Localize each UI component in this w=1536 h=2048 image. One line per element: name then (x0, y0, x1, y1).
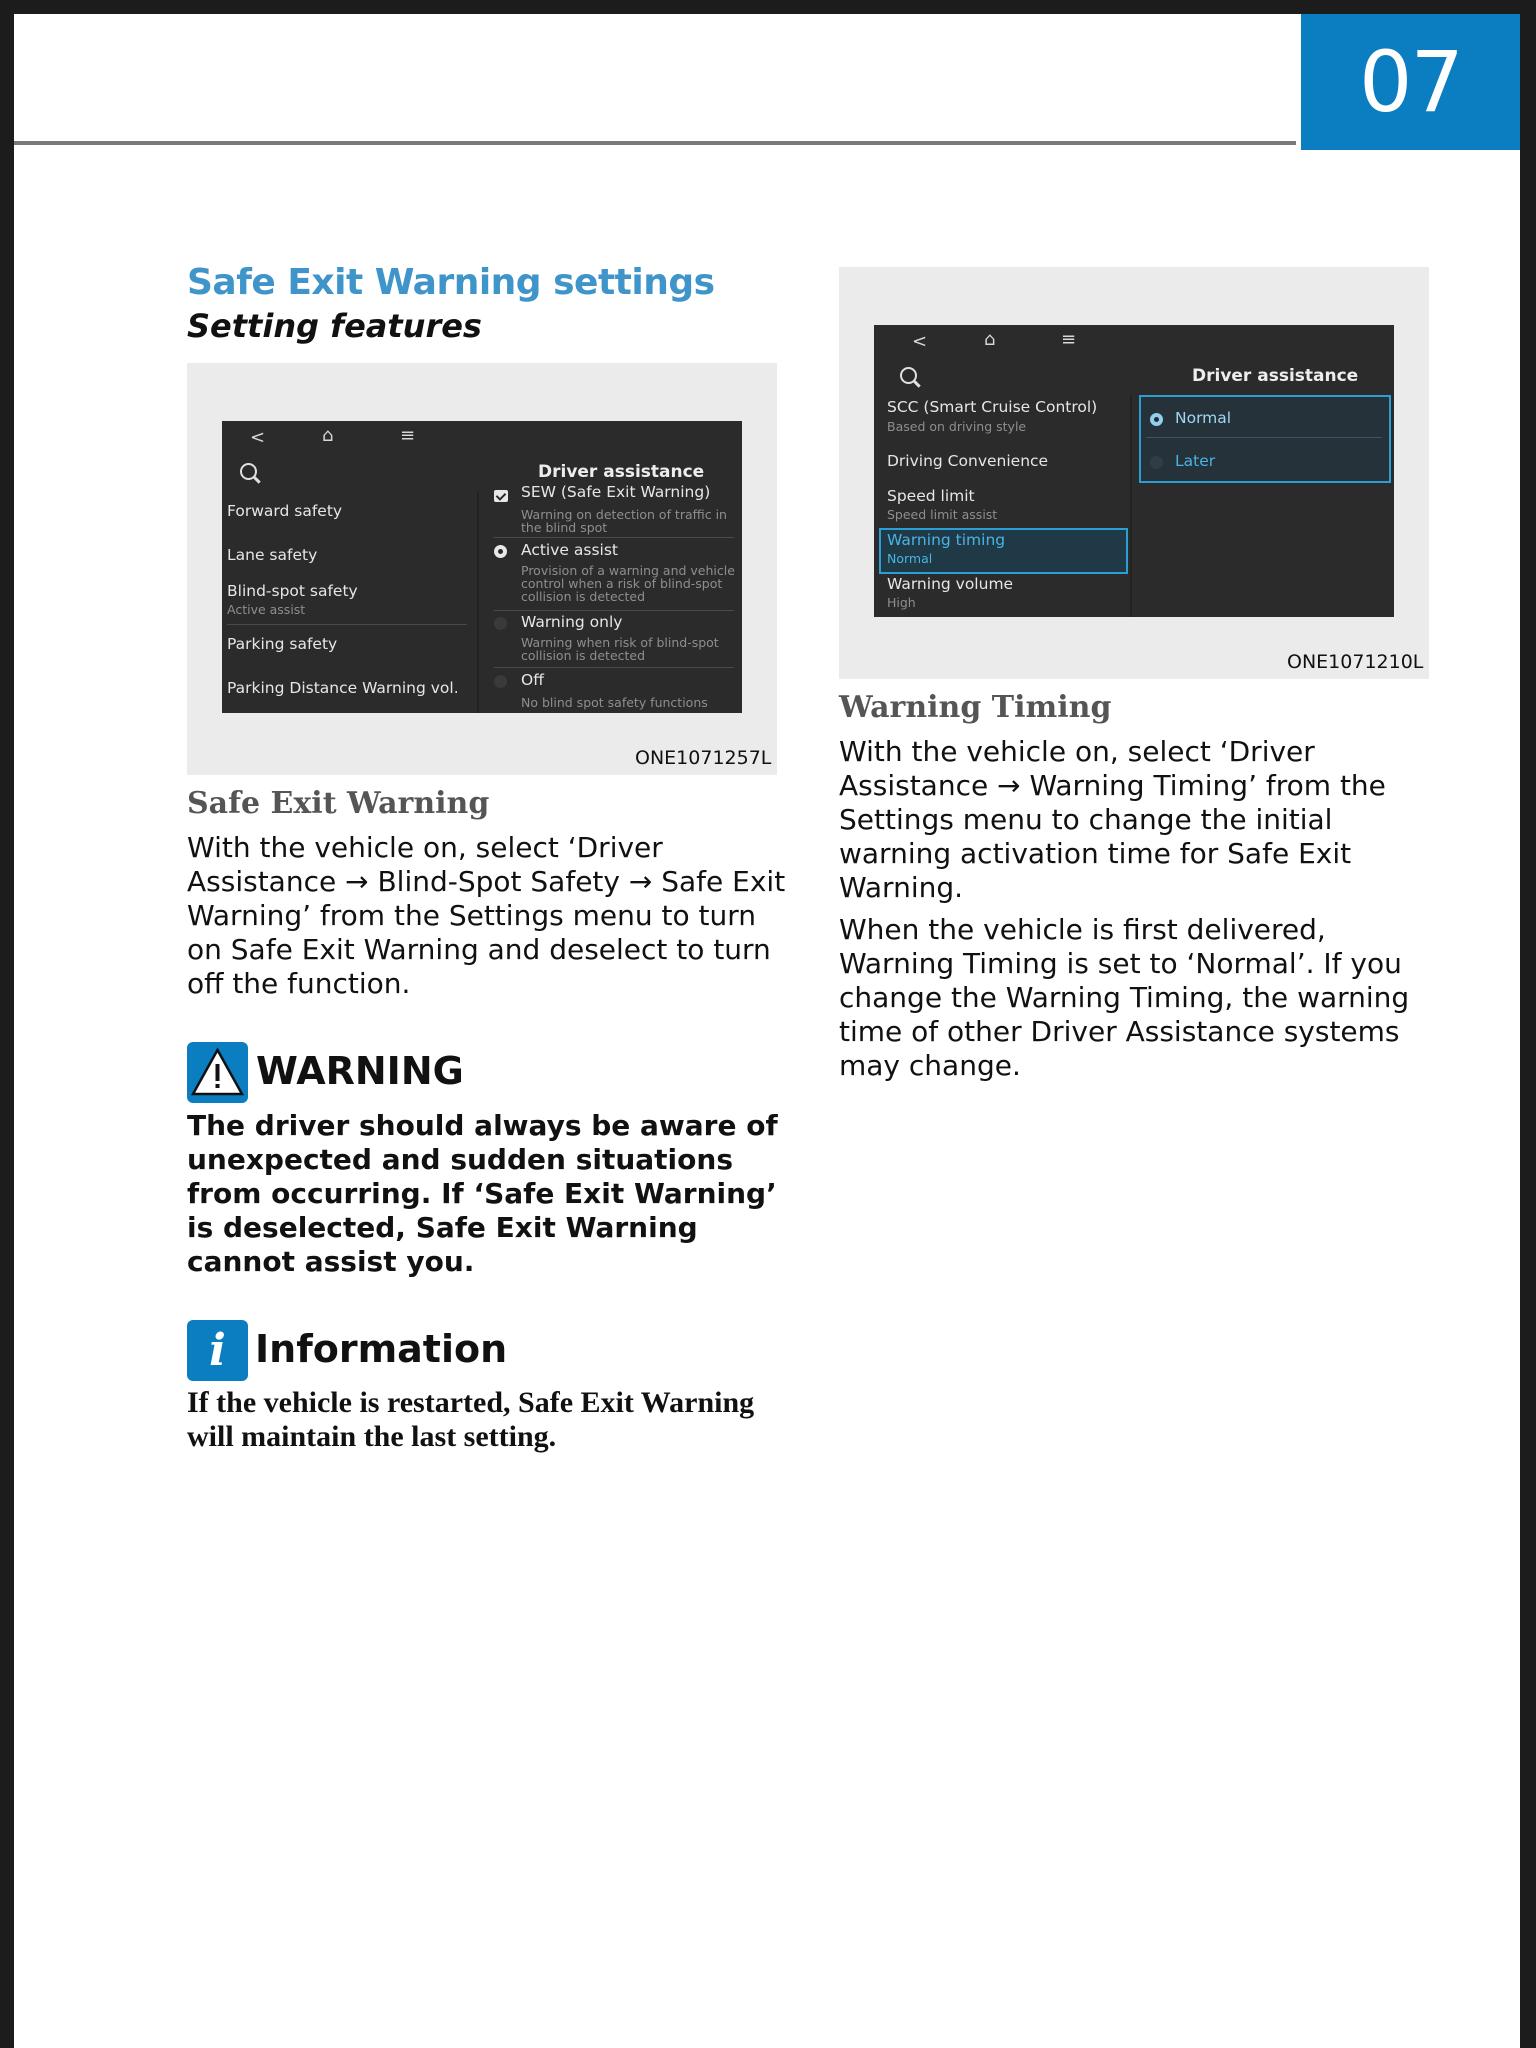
menu-icon[interactable]: ≡ (400, 425, 416, 446)
option-warning-only[interactable]: Warning only (521, 613, 623, 631)
warning-title: WARNING (256, 1049, 464, 1093)
menu-item-parking-safety[interactable]: Parking safety (227, 635, 338, 653)
option-sew-desc: Warning on detection of traffic in the blind spot (521, 507, 727, 535)
menu-item-warning-volume[interactable]: Warning volume (887, 575, 1014, 593)
safe-exit-body: With the vehicle on, select ‘Driver Assistance → Blind-Spot Safety → Safe Exit Warning’ from the Settings menu to turn on Safe Exit Warning and deselect to turn off the function. (187, 831, 786, 1000)
option-divider (494, 610, 734, 611)
option-divider (1146, 437, 1382, 438)
information-text: If the vehicle is restarted, Safe Exit Warning will maintain the last setting. (187, 1386, 755, 1453)
search-icon[interactable] (240, 463, 257, 480)
pane-divider (477, 491, 479, 713)
info-glyph: i (209, 1325, 226, 1376)
option-divider (494, 667, 734, 668)
safe-exit-heading: Safe Exit Warning (187, 786, 490, 821)
radio-later[interactable] (1150, 456, 1163, 469)
info-icon (187, 1320, 248, 1381)
infotainment-screen-1 (222, 421, 742, 713)
warning-text: The driver should always be aware of unexpected and sudden situations from occurring. If ‘Safe Exit Warning’ is deselected, Safe Exit Warning cannot assist you. (187, 1109, 778, 1278)
radio-off[interactable] (494, 675, 507, 688)
home-icon[interactable]: ⌂ (322, 425, 334, 446)
figure-2 (839, 267, 1429, 679)
menu-item-driving-convenience[interactable]: Driving Convenience (887, 452, 1049, 470)
menu-item-speed-limit[interactable]: Speed limit (887, 487, 975, 505)
menu-item-blind-spot-safety[interactable]: Blind-spot safety (227, 582, 358, 600)
pane-divider (1130, 395, 1132, 617)
menu-item-lane-safety[interactable]: Lane safety (227, 546, 318, 564)
menu-item-parking-distance-warning-vol[interactable]: Parking Distance Warning vol. (227, 679, 459, 697)
infotainment-screen-2 (874, 325, 1394, 617)
menu-item-warning-volume-sub: High (887, 595, 916, 610)
home-icon[interactable]: ⌂ (984, 329, 996, 350)
figure-code: ONE1071257L (635, 747, 772, 769)
figure-code: ONE1071210L (1287, 651, 1424, 673)
menu-icon[interactable]: ≡ (1061, 329, 1077, 350)
option-off[interactable]: Off (521, 671, 544, 689)
back-icon[interactable]: < (912, 331, 928, 352)
menu-item-scc-sub: Based on driving style (887, 419, 1027, 434)
option-warning-only-desc: Warning when risk of blind-spot collision is detected (521, 635, 719, 663)
menu-item-speed-limit-sub: Speed limit assist (887, 507, 998, 522)
option-later[interactable]: Later (1175, 452, 1216, 470)
screen-title: Driver assistance (538, 462, 705, 482)
figure-1 (187, 363, 777, 775)
header-rule (14, 141, 1296, 145)
option-normal[interactable]: Normal (1175, 409, 1232, 427)
option-divider (494, 537, 734, 538)
radio-active-assist[interactable] (494, 545, 507, 558)
warning-icon-box (187, 1042, 248, 1103)
menu-item-blind-spot-safety-sub: Active assist (227, 602, 306, 617)
screen-title: Driver assistance (1192, 366, 1359, 386)
manual-page (14, 14, 1520, 2048)
section-title: Safe Exit Warning settings (187, 262, 715, 303)
radio-warning-only[interactable] (494, 617, 507, 630)
sew-checkbox[interactable] (494, 490, 508, 502)
back-icon[interactable]: < (250, 427, 266, 448)
menu-divider (227, 624, 467, 625)
menu-item-forward-safety[interactable]: Forward safety (227, 502, 343, 520)
warning-triangle-icon (187, 1042, 248, 1103)
warning-timing-body-2: When the vehicle is first delivered, Warning Timing is set to ‘Normal’. If you change the Warning Timing, the warning time of other Driver Assistance systems may change. (839, 913, 1410, 1082)
warning-timing-body-1: With the vehicle on, select ‘Driver Assistance → Warning Timing’ from the Settings menu to change the initial warning activation time for Safe Exit Warning. (839, 735, 1386, 904)
chapter-number: 07 (1301, 14, 1520, 150)
search-icon[interactable] (900, 367, 917, 384)
section-subtitle: Setting features (187, 307, 482, 345)
option-off-desc: No blind spot safety functions (521, 695, 708, 710)
warning-timing-heading: Warning Timing (839, 690, 1112, 725)
option-sew[interactable]: SEW (Safe Exit Warning) (521, 483, 711, 501)
option-active-assist-desc: Provision of a warning and vehicle control when a risk of blind-spot collision is detected (521, 563, 735, 604)
radio-normal[interactable] (1150, 413, 1163, 426)
menu-item-warning-timing[interactable]: Warning timing (887, 531, 1006, 549)
menu-item-warning-timing-sub: Normal (887, 551, 933, 566)
information-title: Information (255, 1327, 508, 1371)
option-active-assist[interactable]: Active assist (521, 541, 618, 559)
menu-item-scc[interactable]: SCC (Smart Cruise Control) (887, 398, 1098, 416)
